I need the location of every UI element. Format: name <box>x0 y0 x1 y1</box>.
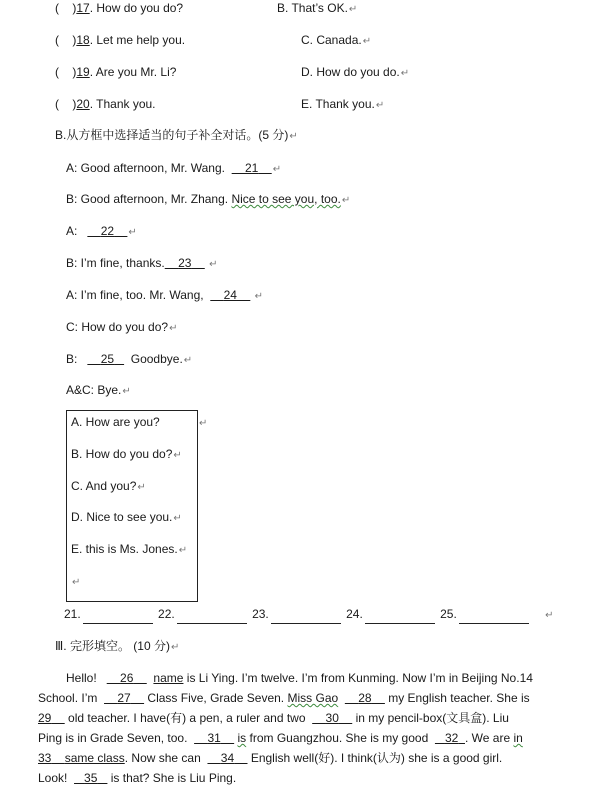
section-b-heading: B.从方框中选择适当的句子补全对话。(5 分)↵ <box>55 128 298 142</box>
blank-28: 28 <box>358 691 372 705</box>
dialog-line-6: C: How do you do?↵ <box>66 320 178 334</box>
blank-25: 25 <box>100 352 115 366</box>
passage-line-3: 29 old teacher. I have(有) a pen, a ruler and two 30 in my pencil-box(文具盒). Liu <box>38 711 509 725</box>
option-d: D. Nice to see you.↵ <box>71 510 182 524</box>
blank-21: 21 <box>245 161 259 175</box>
question-number: 20 <box>76 97 90 111</box>
question-text: Are you Mr. Li? <box>95 65 177 79</box>
dialog-line-4: B: I’m fine, thanks. 23 ↵ <box>66 256 218 270</box>
answer-option: C. Canada.↵ <box>301 33 372 47</box>
answer-option: E. Thank you.↵ <box>301 97 385 111</box>
dialog-line-7: B: 25 Goodbye.↵ <box>66 352 193 366</box>
blank-22: 22 <box>100 224 115 238</box>
matching-row-17: ( )17. How do you do? <box>55 1 184 15</box>
section-iii-heading: Ⅲ. 完形填空。 (10 分)↵ <box>55 639 180 653</box>
option-b: B. How do you do?↵ <box>71 447 182 461</box>
blank-35: 35 <box>84 771 98 785</box>
dialog-line-2: B: Good afternoon, Mr. Zhang. Nice to see you, too.↵ <box>66 192 351 206</box>
dialog-line-1: A: Good afternoon, Mr. Wang. 21 ↵ <box>66 161 282 175</box>
passage-line-4: Ping is in Grade Seven, too. 31 is from Guangzhou. She is my good 32 . We are in <box>38 731 523 745</box>
dialog-line-5: A: I’m fine, too. Mr. Wang, 24 ↵ <box>66 288 264 302</box>
blank-31: 31 <box>207 731 221 745</box>
option-e: E. this is Ms. Jones.↵ <box>71 542 188 556</box>
question-number: 19 <box>76 65 90 79</box>
question-number: 18 <box>76 33 90 47</box>
answer-option: D. How do you do.↵ <box>301 65 410 79</box>
blank-24: 24 <box>223 288 237 302</box>
matching-row-19: ( )19. Are you Mr. Li? <box>55 65 177 79</box>
option-a: A. How are you? <box>71 415 160 429</box>
blank-26: 26 <box>120 671 134 685</box>
question-number: 17 <box>76 1 90 15</box>
blank-23: 23 <box>178 256 192 270</box>
matching-row-18: ( )18. Let me help you. <box>55 33 186 47</box>
passage-line-5: 33 same class. Now she can 34 English well(好). I think(认为) she is a good girl. <box>38 751 503 765</box>
matching-row-20: ( )20. Thank you. <box>55 97 156 111</box>
passage-line-6: Look! 35 is that? She is Liu Ping. <box>38 771 237 785</box>
question-text: Thank you. <box>96 97 156 111</box>
blank-34: 34 <box>220 751 235 765</box>
passage-line-1: Hello! 26 name is Li Ying. I’m twelve. I’m from Kunming. Now I’m in Beijing No.14 <box>66 671 533 685</box>
dialog-line-3: A: 22 ↵ <box>66 224 137 238</box>
dialog-line-8: A&C: Bye.↵ <box>66 383 131 397</box>
blank-29: 29 <box>38 711 52 725</box>
options-box <box>66 410 198 602</box>
blank-32: 32 <box>444 731 459 745</box>
blank-33: 33 <box>38 751 52 765</box>
answer-option: B. That’s OK.↵ <box>277 1 358 15</box>
question-text: Let me help you. <box>96 33 186 47</box>
passage-line-2: School. I’m 27 Class Five, Grade Seven. Miss Gao 28 my English teacher. She is <box>38 691 530 705</box>
paragraph-mark: ↵ <box>72 577 81 588</box>
blank-27: 27 <box>117 691 131 705</box>
option-c: C. And you?↵ <box>71 479 146 493</box>
question-text: How do you do? <box>96 1 184 15</box>
blank-30: 30 <box>325 711 339 725</box>
paragraph-mark: ↵ <box>199 418 208 429</box>
answer-blanks-row: 21. 22. 23. 24. 25. ↵ <box>64 606 554 624</box>
